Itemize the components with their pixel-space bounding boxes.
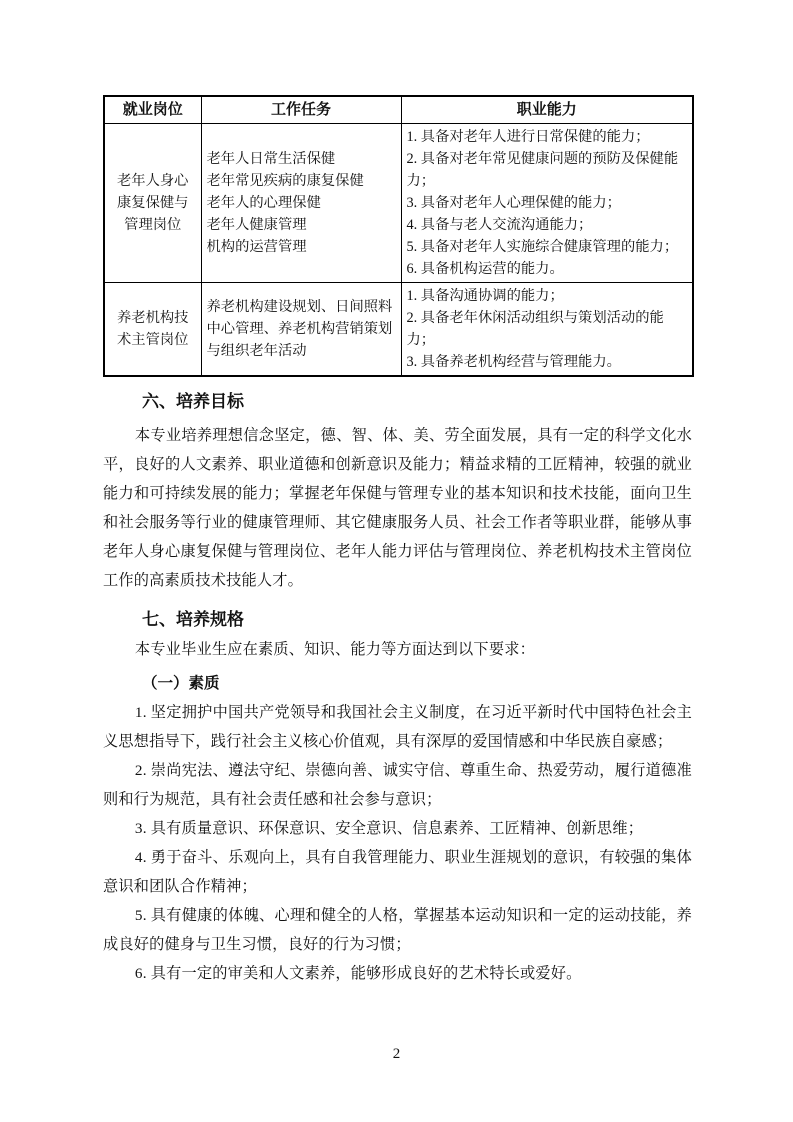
column-header-abilities: 职业能力 bbox=[401, 96, 693, 123]
quality-item: 6. 具有一定的审美和人文素养，能够形成良好的艺术特长或爱好。 bbox=[134, 964, 582, 982]
ability-item: 2. 具备老年休闲活动组织与策划活动的能力； bbox=[406, 309, 664, 348]
page-number: 2 bbox=[392, 1046, 401, 1062]
training-spec-intro: 本专业毕业生应在素质、知识、能力等方面达到以下要求： bbox=[134, 640, 535, 658]
jobs-tasks-abilities-table bbox=[103, 95, 694, 377]
ability-item: 1. 具备对老年人进行日常保健的能力； bbox=[406, 128, 650, 145]
position-cell: 老年人身心康复保健与管理岗位 bbox=[104, 123, 201, 282]
section-heading-training-spec: 七、培养规格 bbox=[142, 609, 244, 629]
training-goal-paragraph: 本专业培养理想信念坚定，德、智、体、美、劳全面发展，具有一定的科学文化水平，良好的人文素养、职业道德和创新意识及能力；精益求精的工匠精神，较强的就业能力和可持续发展的能力；掌握老年保健与管理专业的基本知识和技术技能，面向卫生和社会服务等行业的健康管理师、其它健康服务人员、社会工作者等职业群，能够从事老年人身心康复保健与管理岗位、老年人能力评估与管理岗位、养老机构技术主管岗位工作的高素质技术技能人才。 bbox=[103, 426, 692, 589]
quality-item: 3. 具有质量意识、环保意识、安全意识、信息素养、工匠精神、创新思维； bbox=[134, 819, 644, 837]
quality-item: 5. 具有健康的体魄、心理和健全的人格，掌握基本运动知识和一定的运动技能，养成良好的健身与卫生习惯，良好的行为习惯； bbox=[103, 906, 692, 953]
abilities-cell bbox=[401, 282, 693, 376]
position-cell: 养老机构技术主管岗位 bbox=[104, 282, 201, 376]
quality-item: 2. 崇尚宪法、遵法守纪、崇德向善、诚实守信、尊重生命、热爱劳动，履行道德准则和行为规范，具有社会责任感和社会参与意识； bbox=[103, 761, 692, 808]
ability-item: 4. 具备与老人交流沟通能力； bbox=[406, 216, 593, 233]
abilities-cell bbox=[401, 123, 693, 282]
table-row bbox=[104, 282, 693, 376]
quality-item: 1. 坚定拥护中国共产党领导和我国社会主义制度，在习近平新时代中国特色社会主义思想指导下，践行社会主义核心价值观，具有深厚的爱国情感和中华民族自豪感； bbox=[103, 703, 692, 750]
quality-item: 4. 勇于奋斗、乐观向上，具有自我管理能力、职业生涯规划的意识，有较强的集体意识和团队合作精神； bbox=[103, 848, 692, 895]
task-line: 养老机构建设规划、日间照料中心管理、养老机构营销策划与组织老年活动 bbox=[206, 298, 393, 359]
ability-item: 6. 具备机构运营的能力。 bbox=[406, 260, 564, 277]
task-line: 老年常见疾病的康复保健 bbox=[206, 172, 364, 189]
table-row bbox=[104, 123, 693, 282]
task-line: 老年人日常生活保健 bbox=[206, 150, 336, 167]
task-line: 老年人健康管理 bbox=[206, 216, 307, 233]
section-heading-training-goal: 六、培养目标 bbox=[142, 391, 244, 411]
ability-item: 3. 具备对老年人心理保健的能力； bbox=[406, 194, 621, 211]
sub-heading-quality: （一）素质 bbox=[142, 674, 220, 692]
tasks-cell bbox=[201, 282, 401, 376]
ability-item: 2. 具备对老年常见健康问题的预防及保健能力； bbox=[406, 150, 679, 189]
table-header-row bbox=[104, 96, 693, 123]
column-header-tasks: 工作任务 bbox=[201, 96, 401, 123]
tasks-cell bbox=[201, 123, 401, 282]
task-line: 老年人的心理保健 bbox=[206, 194, 321, 211]
task-line: 机构的运营管理 bbox=[206, 238, 307, 255]
ability-item: 1. 具备沟通协调的能力； bbox=[406, 287, 564, 304]
ability-item: 5. 具备对老年人实施综合健康管理的能力； bbox=[406, 238, 679, 255]
ability-item: 3. 具备养老机构经营与管理能力。 bbox=[406, 353, 621, 370]
column-header-position: 就业岗位 bbox=[104, 96, 201, 123]
